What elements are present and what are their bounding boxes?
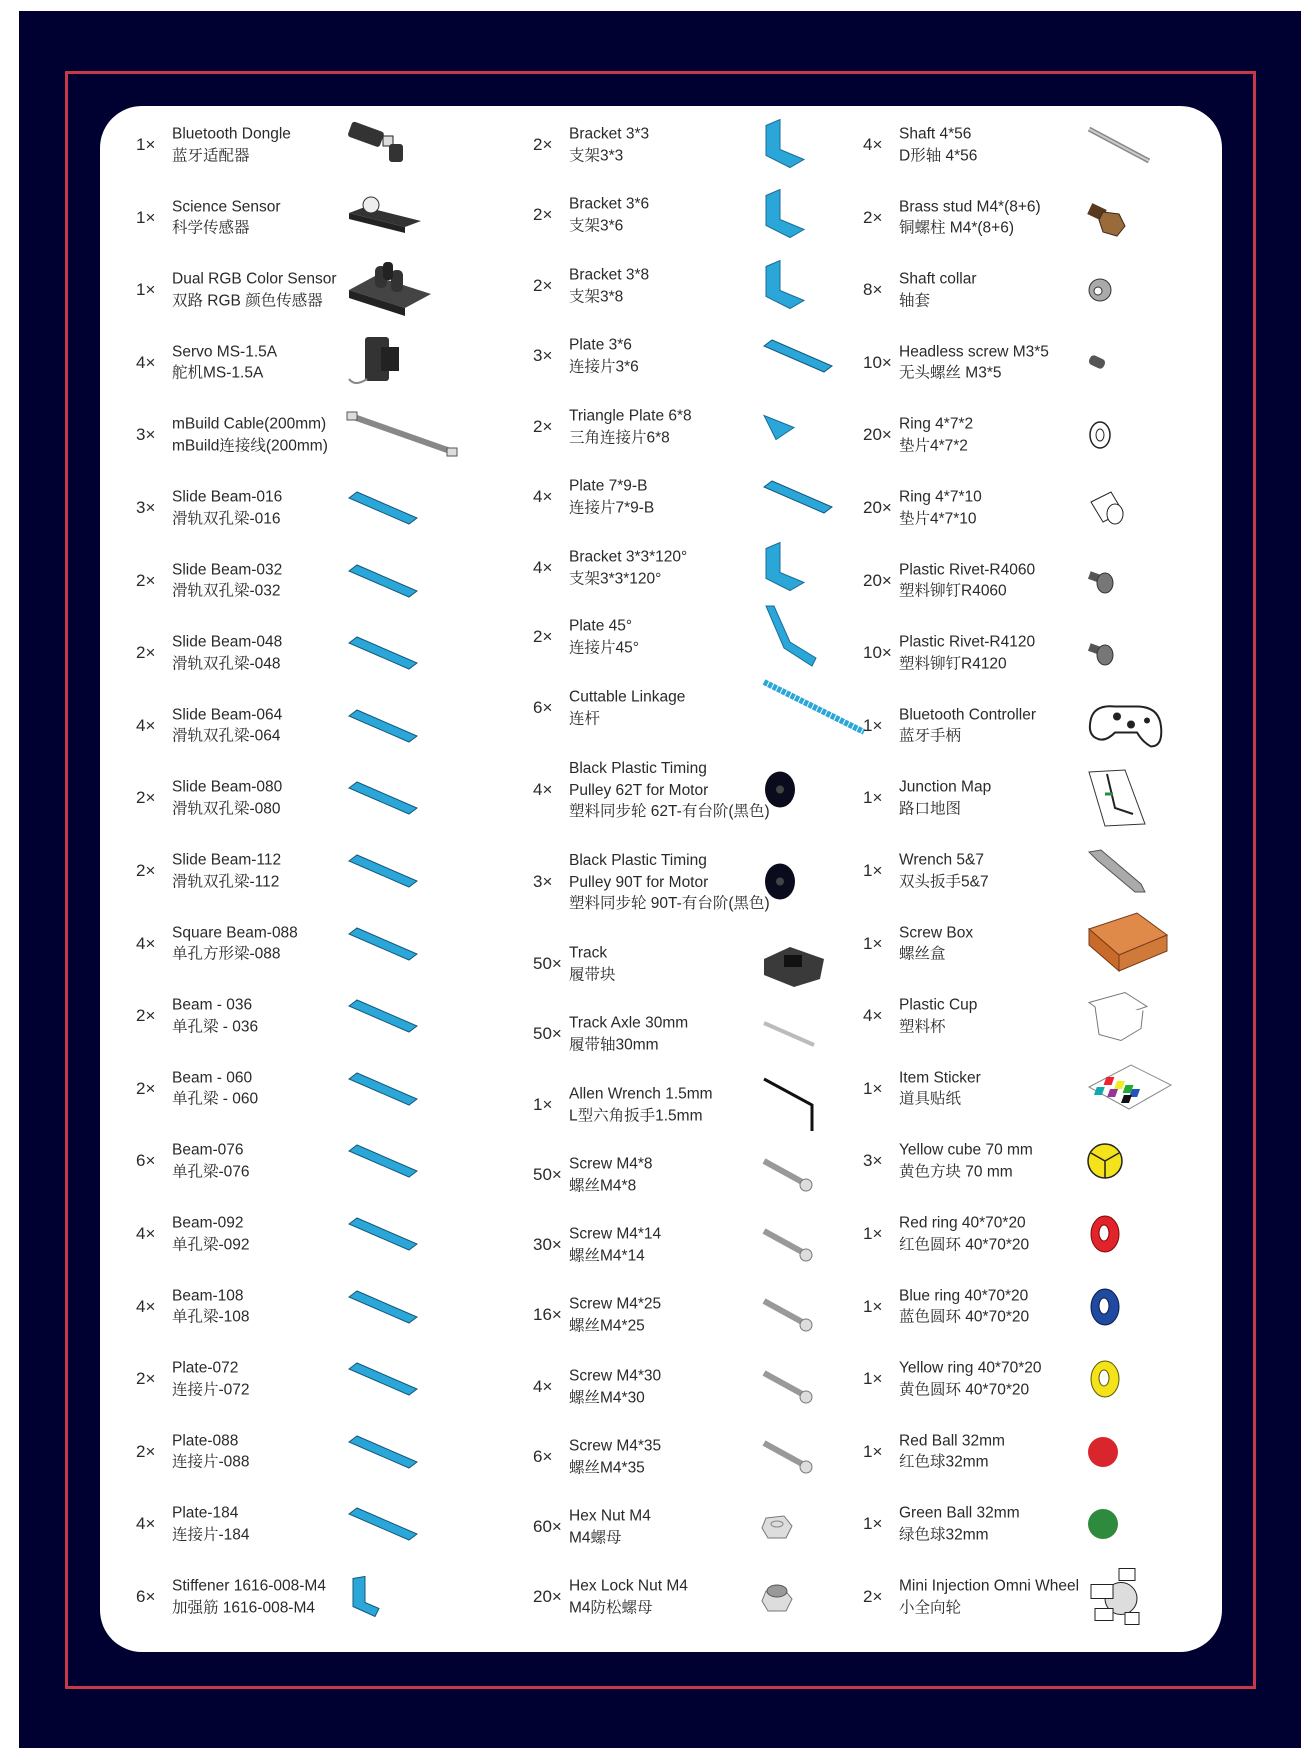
part-row	[0, 696, 1308, 756]
part-row	[0, 1204, 1308, 1264]
part-name-zh: 履带轴30mm	[569, 1036, 659, 1053]
cup-icon	[1085, 989, 1150, 1044]
part-name-en: Black Plastic Timing	[569, 851, 707, 869]
part-quantity: 4×	[863, 135, 883, 154]
part-quantity: 6×	[533, 1447, 553, 1466]
part-name-zh: 双路 RGB 颜色传感器	[172, 292, 323, 310]
part-label	[899, 922, 973, 965]
part-quantity: 2×	[533, 276, 553, 295]
part-name-en: Hex Lock Nut M4	[569, 1577, 688, 1595]
part-label	[899, 1430, 1005, 1473]
part-quantity: 20×	[863, 425, 892, 445]
part-name-en: Slide Beam-032	[172, 561, 283, 579]
part-name-zh: 支架3*3*120°	[569, 570, 662, 587]
rivet-icon	[1085, 565, 1117, 597]
part-name-zh: 连接片-072	[172, 1381, 250, 1399]
part-label	[899, 777, 991, 820]
part-name-en: Ring 4*7*2	[899, 415, 974, 433]
part-quantity: 2×	[136, 1006, 156, 1026]
part-name-zh: 绿色球32mm	[899, 1526, 989, 1544]
part-quantity: 1×	[863, 1296, 883, 1316]
part-quantity: 60×	[533, 1517, 562, 1536]
part-name-en: Track	[569, 944, 608, 962]
part-name-en: Yellow ring 40*70*20	[899, 1359, 1042, 1377]
part-name-en: Beam - 036	[172, 996, 253, 1014]
part-quantity: 1×	[863, 1078, 883, 1098]
part-quantity: 1×	[863, 1514, 883, 1534]
part-name-en: Ring 4*7*10	[899, 488, 982, 506]
part-name-en: Bracket 3*8	[569, 266, 650, 284]
part-name-zh: 单孔梁-092	[172, 1236, 250, 1253]
part-row	[0, 768, 1308, 828]
part-label	[899, 1140, 1033, 1183]
part-name-zh: 单孔梁-076	[172, 1163, 250, 1181]
part-label	[899, 1358, 1041, 1401]
part-name-en: Screw M4*14	[569, 1225, 662, 1243]
part-name-en: Bracket 3*3*120°	[569, 548, 688, 566]
part-row	[0, 841, 1308, 901]
part-name-en: Bluetooth Controller	[899, 706, 1036, 724]
part-quantity: 2×	[533, 205, 553, 224]
part-name-zh: 螺丝M4*25	[569, 1317, 645, 1334]
part-quantity: 1×	[136, 207, 156, 227]
part-name-zh: 塑料同步轮 90T-有台阶(黑色)	[569, 894, 770, 912]
part-name-zh: 塑料同步轮 62T-有台阶(黑色)	[569, 802, 770, 820]
part-row	[0, 260, 1308, 320]
gamepad-icon	[1085, 698, 1165, 753]
part-name-en: Bracket 3*6	[569, 195, 650, 213]
brass-stud-icon	[1085, 198, 1130, 238]
part-name-en: Beam-076	[172, 1141, 244, 1159]
blue-ring-icon	[1085, 1286, 1125, 1328]
rivet-icon	[1085, 637, 1117, 669]
part-name-zh: 舵机MS-1.5A	[172, 364, 264, 382]
part-quantity: 10×	[863, 643, 892, 663]
part-name-zh: 支架3*3	[569, 147, 624, 164]
part-name-zh: 道具贴纸	[899, 1090, 962, 1108]
part-name-zh: 黄色圆环 40*70*20	[899, 1381, 1030, 1399]
part-quantity: 1×	[863, 788, 883, 808]
part-quantity: 10×	[863, 352, 892, 372]
part-name-en: Plate-088	[172, 1432, 239, 1450]
part-name-zh: 红色球32mm	[899, 1453, 989, 1471]
part-name-en: Plastic Cup	[899, 996, 978, 1014]
part-name-en: Mini Injection Omni Wheel	[899, 1577, 1080, 1595]
sticker-sheet-icon	[1085, 1059, 1175, 1119]
omni-wheel-icon	[1085, 1565, 1150, 1630]
part-quantity: 3×	[533, 872, 553, 891]
part-name-zh: 螺丝盒	[899, 945, 946, 963]
part-name-en: Square Beam-088	[172, 924, 298, 942]
part-name-en: Junction Map	[899, 778, 992, 796]
part-name-zh: M4螺母	[569, 1529, 622, 1546]
part-quantity: 30×	[533, 1235, 562, 1254]
part-quantity: 3×	[863, 1151, 883, 1171]
part-name-zh: mBuild连接线(200mm)	[172, 437, 328, 455]
part-name-zh: 连接片3*6	[569, 358, 639, 375]
part-quantity: 2×	[533, 417, 553, 436]
part-label	[899, 1576, 1079, 1619]
part-quantity: 4×	[136, 352, 156, 372]
part-name-zh: 履带块	[569, 966, 616, 983]
part-quantity: 1×	[136, 280, 156, 300]
part-name-zh: 单孔梁-108	[172, 1308, 250, 1326]
part-quantity: 2×	[136, 1078, 156, 1098]
part-quantity: 1×	[863, 715, 883, 735]
green-ball-icon	[1085, 1506, 1121, 1542]
part-row	[0, 1131, 1308, 1191]
part-quantity: 2×	[533, 627, 553, 646]
part-name-en: Plate 45°	[569, 617, 633, 635]
part-name-zh: 连接片45°	[569, 639, 639, 656]
part-name-zh: 支架3*8	[569, 288, 624, 305]
part-name-en: Screw M4*25	[569, 1295, 662, 1313]
part-quantity: 2×	[863, 1587, 883, 1606]
part-name-en: Screw M4*35	[569, 1437, 662, 1455]
yellow-ring-icon	[1085, 1358, 1125, 1400]
part-label	[899, 414, 973, 457]
part-name-en: mBuild Cable(200mm)	[172, 415, 327, 433]
part-row	[0, 1494, 1308, 1554]
part-name-zh: 垫片4*7*2	[899, 437, 968, 455]
part-name-en: Science Sensor	[172, 198, 281, 216]
part-name-zh: 科学传感器	[172, 219, 250, 237]
part-quantity: 50×	[533, 954, 562, 973]
red-ball-icon	[1085, 1434, 1121, 1470]
part-name-zh: 滑轨双孔梁-032	[172, 582, 281, 600]
part-name-zh: 支架3*6	[569, 217, 624, 234]
part-name-zh: 铜螺柱 M4*(8+6)	[899, 219, 1014, 237]
set-screw-icon	[1085, 351, 1111, 375]
part-name-en: Pulley 62T for Motor	[569, 781, 709, 799]
part-quantity: 1×	[863, 1369, 883, 1389]
part-name-en: Slide Beam-080	[172, 778, 283, 796]
part-name-en: Beam-092	[172, 1214, 244, 1232]
part-name-zh: 单孔梁 - 036	[172, 1018, 259, 1036]
part-name-zh: 塑料铆钉R4120	[899, 655, 1007, 673]
part-name-zh: 垫片4*7*10	[899, 510, 977, 527]
part-name-en: Slide Beam-064	[172, 706, 283, 724]
part-name-zh: 红色圆环 40*70*20	[899, 1236, 1030, 1253]
part-quantity: 2×	[533, 135, 553, 154]
red-ring-icon	[1085, 1213, 1125, 1255]
part-name-zh: 无头螺丝 M3*5	[899, 364, 1002, 382]
part-name-en: Wrench 5&7	[899, 851, 985, 869]
part-name-zh: 滑轨双孔梁-016	[172, 510, 281, 527]
part-name-en: Beam-108	[172, 1287, 244, 1305]
part-name-zh: M4防松螺母	[569, 1599, 653, 1616]
part-name-en: Black Plastic Timing	[569, 759, 707, 777]
yellow-cube-icon	[1085, 1141, 1125, 1181]
part-name-zh: 连接片-088	[172, 1453, 250, 1471]
part-name-en: Hex Nut M4	[569, 1507, 651, 1525]
part-quantity: 4×	[533, 558, 553, 577]
part-name-zh: 螺丝M4*30	[569, 1389, 645, 1406]
part-name-zh: 双头扳手5&7	[899, 873, 989, 890]
part-quantity: 4×	[136, 1224, 156, 1243]
map-icon	[1085, 768, 1150, 828]
part-row	[0, 333, 1308, 393]
part-name-en: Servo MS-1.5A	[172, 343, 278, 361]
part-name-zh: 连接片7*9-B	[569, 499, 655, 516]
part-quantity: 16×	[533, 1305, 562, 1324]
part-name-en: Plate 3*6	[569, 336, 632, 354]
spacer-icon	[1085, 488, 1129, 528]
part-name-en: Red Ball 32mm	[899, 1432, 1005, 1450]
part-quantity: 2×	[136, 788, 156, 808]
part-quantity: 3×	[136, 498, 156, 517]
part-name-zh: 加强筋 1616-008-M4	[172, 1599, 316, 1616]
part-name-en: Triangle Plate 6*8	[569, 407, 692, 425]
part-name-en: Blue ring 40*70*20	[899, 1287, 1029, 1305]
part-quantity: 20×	[863, 498, 892, 517]
part-quantity: 1×	[863, 861, 883, 880]
part-name-zh: 小全向轮	[899, 1599, 962, 1616]
shaft-collar-icon	[1085, 275, 1115, 305]
wrench-icon	[1085, 846, 1150, 896]
part-name-zh: 单孔方形梁-088	[172, 945, 281, 963]
part-name-zh: 滑轨双孔梁-048	[172, 655, 281, 673]
part-quantity: 4×	[136, 1296, 156, 1316]
part-quantity: 1×	[863, 933, 883, 953]
part-name-zh: 蓝牙适配器	[172, 147, 250, 164]
part-name-zh: 滑轨双孔梁-064	[172, 727, 281, 745]
ring-icon	[1085, 419, 1115, 451]
part-label	[899, 196, 1041, 239]
part-label	[899, 1285, 1029, 1328]
part-name-zh: 蓝牙手柄	[899, 727, 962, 745]
part-quantity: 3×	[533, 346, 553, 365]
part-name-en: Plate-072	[172, 1359, 239, 1377]
part-name-zh: 轴套	[899, 292, 931, 310]
part-quantity: 50×	[533, 1165, 562, 1184]
part-name-en: Slide Beam-016	[172, 488, 283, 506]
part-name-en: Plate 7*9-B	[569, 477, 648, 495]
part-name-en: Cuttable Linkage	[569, 688, 686, 706]
part-quantity: 6×	[533, 698, 553, 717]
part-quantity: 4×	[533, 1377, 553, 1396]
part-quantity: 3×	[136, 425, 156, 445]
part-name-en: Allen Wrench 1.5mm	[569, 1085, 713, 1103]
part-name-en: Headless screw M3*5	[899, 343, 1049, 361]
part-name-en: Plastic Rivet-R4060	[899, 561, 1036, 579]
part-quantity: 8×	[863, 280, 883, 300]
part-name-en: Screw M4*8	[569, 1155, 653, 1173]
part-quantity: 2×	[136, 1441, 156, 1461]
part-quantity: 50×	[533, 1024, 562, 1043]
part-quantity: 2×	[136, 570, 156, 590]
part-name-en: Pulley 90T for Motor	[569, 873, 709, 891]
part-quantity: 6×	[136, 1587, 156, 1606]
part-quantity: 4×	[136, 1514, 156, 1534]
part-row	[0, 914, 1308, 974]
part-label	[899, 1503, 1020, 1546]
part-name-en: Track Axle 30mm	[569, 1014, 689, 1032]
part-quantity: 2×	[136, 861, 156, 880]
part-quantity: 1×	[136, 135, 156, 154]
part-quantity: 2×	[136, 643, 156, 663]
part-name-zh: 螺丝M4*14	[569, 1247, 645, 1264]
part-name-en: Shaft collar	[899, 270, 977, 288]
part-label	[899, 850, 989, 893]
part-name-en: Plastic Rivet-R4120	[899, 633, 1036, 651]
part-label	[899, 704, 1036, 747]
part-name-zh: D形轴 4*56	[899, 147, 978, 164]
part-name-en: Brass stud M4*(8+6)	[899, 198, 1041, 216]
part-name-en: Yellow cube 70 mm	[899, 1141, 1033, 1159]
part-name-en: Screw M4*30	[569, 1367, 662, 1385]
part-row	[0, 1277, 1308, 1337]
part-row	[0, 551, 1308, 611]
part-name-en: Shaft 4*56	[899, 125, 972, 143]
part-quantity: 4×	[533, 487, 553, 506]
part-name-zh: 滑轨双孔梁-080	[172, 800, 281, 818]
part-row	[0, 1059, 1308, 1119]
part-name-zh: 单孔梁 - 060	[172, 1090, 259, 1108]
part-name-en: Bracket 3*3	[569, 125, 650, 143]
part-quantity: 1×	[863, 1441, 883, 1461]
part-name-zh: 塑料铆钉R4060	[899, 582, 1007, 600]
part-name-zh: 连接片-184	[172, 1526, 250, 1544]
part-row	[0, 115, 1308, 175]
part-quantity: 1×	[533, 1095, 553, 1114]
part-label	[899, 341, 1049, 384]
part-row	[0, 986, 1308, 1046]
part-label	[899, 1067, 981, 1110]
part-name-en: Red ring 40*70*20	[899, 1214, 1026, 1232]
part-name-zh: 螺丝M4*35	[569, 1459, 645, 1476]
part-row	[0, 1349, 1308, 1409]
part-name-zh: 路口地图	[899, 800, 962, 818]
part-name-en: Green Ball 32mm	[899, 1504, 1020, 1522]
shaft-icon	[1085, 125, 1155, 165]
part-label	[899, 124, 977, 167]
part-quantity: 6×	[136, 1151, 156, 1171]
screw-box-icon	[1085, 909, 1170, 979]
part-quantity: 2×	[863, 207, 883, 227]
part-label	[899, 559, 1035, 602]
part-label	[899, 995, 977, 1038]
part-name-en: Slide Beam-112	[172, 851, 282, 869]
part-quantity: 2×	[136, 1369, 156, 1389]
part-name-zh: 黄色方块 70 mm	[899, 1163, 1013, 1181]
part-name-zh: 滑轨双孔梁-112	[172, 873, 280, 890]
part-name-zh: L型六角扳手1.5mm	[569, 1107, 703, 1124]
part-label	[899, 1213, 1029, 1256]
part-row	[0, 1422, 1308, 1482]
part-row	[0, 1567, 1308, 1627]
part-quantity: 4×	[863, 1006, 883, 1026]
part-row	[0, 405, 1308, 465]
part-quantity: 4×	[533, 780, 553, 799]
part-quantity: 20×	[863, 570, 892, 590]
part-quantity: 4×	[136, 715, 156, 735]
part-row	[0, 478, 1308, 538]
part-name-en: Plate-184	[172, 1504, 239, 1522]
part-row	[0, 188, 1308, 248]
part-name-en: Bluetooth Dongle	[172, 125, 291, 143]
part-name-en: Item Sticker	[899, 1069, 981, 1087]
part-name-en: Dual RGB Color Sensor	[172, 270, 337, 288]
part-name-en: Beam - 060	[172, 1069, 253, 1087]
part-name-zh: 连杆	[569, 710, 601, 727]
part-row	[0, 623, 1308, 683]
part-quantity: 4×	[136, 933, 156, 953]
part-name-en: Slide Beam-048	[172, 633, 283, 651]
part-quantity: 20×	[533, 1587, 562, 1606]
part-name-zh: 塑料杯	[899, 1018, 946, 1036]
part-name-zh: 蓝色圆环 40*70*20	[899, 1308, 1030, 1326]
part-name-zh: 三角连接片6*8	[569, 429, 670, 446]
part-label	[899, 487, 982, 530]
part-name-en: Stiffener 1616-008-M4	[172, 1577, 326, 1595]
part-label	[899, 632, 1035, 675]
part-name-en: Screw Box	[899, 924, 974, 942]
part-name-zh: 螺丝M4*8	[569, 1177, 637, 1194]
part-quantity: 1×	[863, 1224, 883, 1243]
part-label	[899, 269, 977, 312]
